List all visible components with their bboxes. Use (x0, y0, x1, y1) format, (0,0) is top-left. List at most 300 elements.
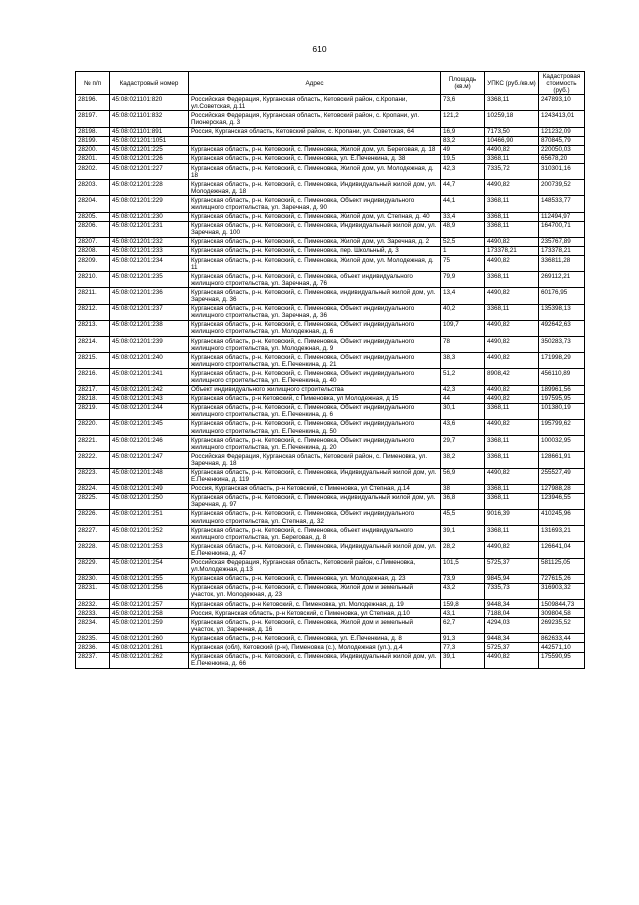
area-cell: 38,2 (441, 452, 485, 468)
address-cell: Курганская область, р-н. Кетовский, с. Пименовка, ул. Е.Печенкина, д. 38 (189, 154, 441, 163)
upks-cell: 3368,11 (485, 452, 539, 468)
address-cell: Курганская область, р-н. Кетовский, с. Пименовка, ул. Молодежная, д. 23 (189, 574, 441, 583)
upks-cell: 4490,82 (485, 180, 539, 196)
area-cell: 73,6 (441, 95, 485, 111)
table-header-row (76, 72, 585, 95)
table-row (76, 419, 585, 435)
area-cell: 13,4 (441, 288, 485, 304)
table-row (76, 95, 585, 111)
upks-cell: 3368,11 (485, 484, 539, 493)
upks-cell: 9448,34 (485, 600, 539, 609)
cadastral-number-cell: 45:08:021201:238 (110, 320, 189, 336)
address-cell: Курганская область, р-н. Кетовский, с. Пименовка, Жилой дом и земельный участок, ул. Заречная, д. 16 (189, 618, 441, 634)
cadastral-number-cell: 45:08:021101:891 (110, 127, 189, 136)
row-number-cell: 28217. (76, 385, 110, 394)
row-number-cell: 28224. (76, 484, 110, 493)
upks-cell: 3368,11 (485, 212, 539, 221)
table-row (76, 634, 585, 643)
upks-cell: 9448,34 (485, 634, 539, 643)
row-number-cell: 28215. (76, 353, 110, 369)
cadastral-value-cell: 309804,58 (539, 609, 585, 618)
page-number: 610 (312, 44, 327, 54)
address-cell: Россия, Курганская область, р-н Кетовский, с Пименовка, ул Степная, д.14 (189, 484, 441, 493)
row-number-cell: 28196. (76, 95, 110, 111)
cadastral-number-cell: 45:08:021201:243 (110, 394, 189, 403)
cadastral-number-cell: 45:08:021201:228 (110, 180, 189, 196)
area-cell: 28,2 (441, 542, 485, 558)
row-number-cell: 28237. (76, 652, 110, 668)
area-cell: 78 (441, 337, 485, 353)
area-cell: 83,2 (441, 136, 485, 145)
table-row (76, 583, 585, 599)
upks-cell: 3368,11 (485, 196, 539, 212)
area-cell: 121,2 (441, 111, 485, 127)
cadastral-number-cell: 45:08:021201:233 (110, 246, 189, 255)
table-row (76, 256, 585, 272)
area-cell: 75 (441, 256, 485, 272)
upks-cell: 4490,82 (485, 419, 539, 435)
row-number-cell: 28206. (76, 221, 110, 237)
row-number-cell: 28232. (76, 600, 110, 609)
row-number-cell: 28203. (76, 180, 110, 196)
row-number-cell: 28221. (76, 436, 110, 452)
cadastral-number-cell: 45:08:021201:255 (110, 574, 189, 583)
area-cell: 19,5 (441, 154, 485, 163)
cadastral-value-cell: 127988,28 (539, 484, 585, 493)
row-number-cell: 28226. (76, 509, 110, 525)
cadastral-value-cell: 456110,89 (539, 369, 585, 385)
table-row (76, 574, 585, 583)
cadastral-number-cell: 45:08:021101:832 (110, 111, 189, 127)
table-row (76, 221, 585, 237)
upks-cell: 4490,82 (485, 542, 539, 558)
row-number-cell: 28211. (76, 288, 110, 304)
table-row (76, 468, 585, 484)
upks-cell: 3368,11 (485, 272, 539, 288)
address-cell: Курганская область, р-н. Кетовский, с. Пименовка, Объект индивидуального жилищного строительства, ул. Е.Печенкина, д. 21 (189, 353, 441, 369)
row-number-cell: 28223. (76, 468, 110, 484)
upks-cell: 4490,82 (485, 237, 539, 246)
cadastral-number-cell: 45:08:021201:252 (110, 526, 189, 542)
upks-cell: 3368,11 (485, 221, 539, 237)
cadastral-value-cell: 410245,96 (539, 509, 585, 525)
cadastral-number-cell: 45:08:021201:237 (110, 304, 189, 320)
table-row (76, 237, 585, 246)
table-row (76, 320, 585, 336)
upks-cell: 9016,39 (485, 509, 539, 525)
cadastral-value-cell: 220050,03 (539, 145, 585, 154)
area-cell: 44 (441, 394, 485, 403)
area-cell: 30,1 (441, 403, 485, 419)
area-cell: 51,2 (441, 369, 485, 385)
upks-cell: 4294,03 (485, 618, 539, 634)
area-cell: 101,5 (441, 558, 485, 574)
cadastral-number-cell: 45:08:021201:247 (110, 452, 189, 468)
upks-cell: 4490,82 (485, 468, 539, 484)
cadastral-number-cell: 45:08:021201:257 (110, 600, 189, 609)
upks-cell: 3368,11 (485, 403, 539, 419)
address-cell: Курганская область, р-н. Кетовский, с. Пименовка, Индивидуальный жилой дом, ул. Заречная, д. 100 (189, 221, 441, 237)
address-cell: Курганская область, р-н. Кетовский, с. Пименовка, Объект индивидуального жилищного строительства, ул. Заречная, д. 36 (189, 304, 441, 320)
row-number-cell: 28230. (76, 574, 110, 583)
cadastral-value-cell: 121232,09 (539, 127, 585, 136)
address-cell: Курганская область, р-н. Кетовский, с. Пименовка, Жилой дом, ул. Заречная, д. 2 (189, 237, 441, 246)
row-number-cell: 28201. (76, 154, 110, 163)
address-cell: Курганская область, р-н. Кетовский, с. Пименовка, Жилой дом и земельный участок, ул. Молодежная, д. 23 (189, 583, 441, 599)
table-row (76, 272, 585, 288)
cadastral-number-cell: 45:08:021201:232 (110, 237, 189, 246)
upks-cell: 7188,04 (485, 609, 539, 618)
area-cell: 44,1 (441, 196, 485, 212)
address-cell: Курганская область, р-н. Кетовский, с. Пименовка, Жилой дом, ул. Молодежная, д. 11 (189, 256, 441, 272)
area-cell: 49 (441, 145, 485, 154)
address-cell: Российская Федерация, Курганская область, Кетовский район, с. Пименовка, ул. Заречная, д. 18 (189, 452, 441, 468)
cadastral-value-cell: 862633,44 (539, 634, 585, 643)
table-row (76, 403, 585, 419)
table-row (76, 337, 585, 353)
cadastral-value-cell: 310301,16 (539, 164, 585, 180)
cadastral-value-cell: 128661,91 (539, 452, 585, 468)
row-number-cell: 28197. (76, 111, 110, 127)
upks-cell: 4490,82 (485, 145, 539, 154)
cadastral-number-cell: 45:08:021201:258 (110, 609, 189, 618)
row-number-cell: 28220. (76, 419, 110, 435)
row-number-cell: 28209. (76, 256, 110, 272)
cadastral-number-cell: 45:08:021201:254 (110, 558, 189, 574)
row-number-cell: 28202. (76, 164, 110, 180)
cadastral-value-cell: 60176,95 (539, 288, 585, 304)
address-cell: Курганская область, р-н. Кетовский, с. Пименовка, Объект индивидуального жилищного строительства, ул. Е.Печенкина, д. 20 (189, 436, 441, 452)
cadastral-table (75, 71, 585, 669)
cadastral-number-cell: 45:08:021201:261 (110, 643, 189, 652)
cadastral-value-cell: 195799,62 (539, 419, 585, 435)
upks-cell: 4490,82 (485, 337, 539, 353)
area-cell: 77,3 (441, 643, 485, 652)
area-cell: 29,7 (441, 436, 485, 452)
cadastral-value-cell: 1509844,73 (539, 600, 585, 609)
cadastral-value-cell: 870845,79 (539, 136, 585, 145)
address-cell: Курганская область, р-н. Кетовский, с. Пименовка, Объект индивидуального жилищного строительства, ул. Степная, д. 32 (189, 509, 441, 525)
cadastral-value-cell: 350283,73 (539, 337, 585, 353)
row-number-cell: 28222. (76, 452, 110, 468)
area-cell: 33,4 (441, 212, 485, 221)
row-number-cell: 28204. (76, 196, 110, 212)
cadastral-number-cell: 45:08:021201:226 (110, 154, 189, 163)
cadastral-number-cell: 45:08:021101:820 (110, 95, 189, 111)
table-row (76, 618, 585, 634)
upks-cell: 3368,11 (485, 493, 539, 509)
row-number-cell: 28234. (76, 618, 110, 634)
area-cell: 16,9 (441, 127, 485, 136)
cadastral-number-cell: 45:08:021201:236 (110, 288, 189, 304)
header-value: Кадастровая стоимость (руб.) (539, 72, 585, 95)
row-number-cell: 28219. (76, 403, 110, 419)
cadastral-value-cell: 65678,20 (539, 154, 585, 163)
area-cell: 42,3 (441, 164, 485, 180)
address-cell: Курганская область, р-н. Кетовский, с. Пименовка, пер. Школьный, д. 3 (189, 246, 441, 255)
address-cell: Курганская область, р-н Кетовский, с Пименовка, ул Молодежная, д 15 (189, 394, 441, 403)
address-cell: Курганская область, р-н. Кетовский, с. Пименовка, Объект индивидуального жилищного строительства, ул. Молодежная, д. 9 (189, 337, 441, 353)
row-number-cell: 28228. (76, 542, 110, 558)
table-row (76, 394, 585, 403)
cadastral-number-cell: 45:08:021201:230 (110, 212, 189, 221)
table-row (76, 436, 585, 452)
table-row (76, 288, 585, 304)
area-cell: 1 (441, 246, 485, 255)
cadastral-value-cell: 269235,52 (539, 618, 585, 634)
upks-cell: 3368,11 (485, 154, 539, 163)
row-number-cell: 28212. (76, 304, 110, 320)
header-num: № п/п (76, 72, 110, 95)
upks-cell: 3368,11 (485, 304, 539, 320)
address-cell: Курганская область, р-н. Кетовский, с. Пименовка, Жилой дом, ул. Молодежная, д. 18 (189, 164, 441, 180)
upks-cell: 3368,11 (485, 436, 539, 452)
upks-cell: 4490,82 (485, 256, 539, 272)
cadastral-value-cell: 131693,21 (539, 526, 585, 542)
cadastral-value-cell: 148533,77 (539, 196, 585, 212)
cadastral-number-cell: 45:08:021201:259 (110, 618, 189, 634)
upks-cell: 4490,82 (485, 394, 539, 403)
cadastral-value-cell: 255527,49 (539, 468, 585, 484)
cadastral-value-cell: 235767,89 (539, 237, 585, 246)
cadastral-number-cell: 45:08:021201:248 (110, 468, 189, 484)
table-row (76, 164, 585, 180)
table-row (76, 509, 585, 525)
address-cell: Российская Федерация, Курганская область, Кетовский район, с. Кропани, ул. Пионерская, д. 3 (189, 111, 441, 127)
row-number-cell: 28229. (76, 558, 110, 574)
area-cell: 39,1 (441, 526, 485, 542)
address-cell: Курганская область, р-н. Кетовский, с. Пименовка, Объект индивидуального жилищного строительства, ул. Молодежная, д. 6 (189, 320, 441, 336)
header-cadastral: Кадастровый номер (110, 72, 189, 95)
area-cell: 43,1 (441, 609, 485, 618)
table-row (76, 652, 585, 668)
table-row (76, 304, 585, 320)
area-cell: 36,8 (441, 493, 485, 509)
area-cell: 38 (441, 484, 485, 493)
address-cell: Курганская область, р-н. Кетовский, с. Пименовка, Объект индивидуального жилищного строительства, ул. Е.Печенкина, д. 40 (189, 369, 441, 385)
table-row (76, 353, 585, 369)
area-cell: 39,1 (441, 652, 485, 668)
cadastral-number-cell: 45:08:021201:229 (110, 196, 189, 212)
row-number-cell: 28216. (76, 369, 110, 385)
upks-cell: 8908,42 (485, 369, 539, 385)
address-cell: Курганская область, р-н. Кетовский, с. Пименовка, Индивидуальный жилой дом, ул. Е.Печенкина, д. 119 (189, 468, 441, 484)
cadastral-number-cell: 45:08:021201:249 (110, 484, 189, 493)
table-row (76, 609, 585, 618)
cadastral-number-cell: 45:08:021201:244 (110, 403, 189, 419)
upks-cell: 4490,82 (485, 652, 539, 668)
area-cell: 52,5 (441, 237, 485, 246)
cadastral-number-cell: 45:08:021201:239 (110, 337, 189, 353)
cadastral-value-cell: 175590,95 (539, 652, 585, 668)
row-number-cell: 28236. (76, 643, 110, 652)
address-cell: Курганская область, р-н. Кетовский, с. Пименовка, Объект индивидуального жилищного строительства, ул. Е.Печенкина, д. 6 (189, 403, 441, 419)
row-number-cell: 28235. (76, 634, 110, 643)
table-row (76, 526, 585, 542)
header-address: Адрес (189, 72, 441, 95)
cadastral-number-cell: 45:08:021201:227 (110, 164, 189, 180)
area-cell: 42,3 (441, 385, 485, 394)
cadastral-value-cell: 581125,05 (539, 558, 585, 574)
cadastral-number-cell: 45:08:021201:245 (110, 419, 189, 435)
cadastral-value-cell: 173378,21 (539, 246, 585, 255)
area-cell: 40,2 (441, 304, 485, 320)
cadastral-number-cell: 45:08:021201:242 (110, 385, 189, 394)
table-row (76, 493, 585, 509)
table-row (76, 145, 585, 154)
upks-cell: 5725,37 (485, 643, 539, 652)
cadastral-value-cell: 100032,95 (539, 436, 585, 452)
table-row (76, 558, 585, 574)
cadastral-value-cell: 247893,10 (539, 95, 585, 111)
address-cell: Курганская область, р-н. Кетовский, с. Пименовка, Объект индивидуального жилищного строительства, ул. Е.Печенкина, д. 50 (189, 419, 441, 435)
upks-cell: 173378,21 (485, 246, 539, 255)
address-cell: Курганская область, р-н. Кетовский, с. Пименовка, объект индивидуального жилищного строительства, ул. Береговая, д. 8 (189, 526, 441, 542)
table-row (76, 385, 585, 394)
area-cell: 109,7 (441, 320, 485, 336)
area-cell: 44,7 (441, 180, 485, 196)
row-number-cell: 28205. (76, 212, 110, 221)
cadastral-number-cell: 45:08:021201:246 (110, 436, 189, 452)
address-cell: Курганская область, р-н. Кетовский, с. Пименовка, Жилой дом, ул. Степная, д. 40 (189, 212, 441, 221)
area-cell: 159,8 (441, 600, 485, 609)
upks-cell: 10466,90 (485, 136, 539, 145)
row-number-cell: 28214. (76, 337, 110, 353)
cadastral-number-cell: 45:08:021201:241 (110, 369, 189, 385)
table-row (76, 136, 585, 145)
cadastral-number-cell: 45:08:021201:235 (110, 272, 189, 288)
area-cell: 48,9 (441, 221, 485, 237)
address-cell: Российская Федерация, Курганская область, Кетовский район, с.Кропани, ул.Советская, д.11 (189, 95, 441, 111)
address-cell: Курганская область, р-н. Кетовский, с. Пименовка, индивидуальный жилой дом, ул. Заречная, д. 36 (189, 288, 441, 304)
cadastral-value-cell: 126641,04 (539, 542, 585, 558)
address-cell: Россия, Курганская область, р-н Кетовский, с Пименовка, ул Степная, д.10 (189, 609, 441, 618)
cadastral-value-cell: 101380,19 (539, 403, 585, 419)
row-number-cell: 28225. (76, 493, 110, 509)
address-cell (189, 136, 441, 145)
table-row (76, 369, 585, 385)
cadastral-number-cell: 45:08:021201:256 (110, 583, 189, 599)
table-row (76, 452, 585, 468)
address-cell: Курганская область, р-н. Кетовский, с. Пименовка, ул. Е.Печенкина, д. 8 (189, 634, 441, 643)
table-row (76, 542, 585, 558)
cadastral-value-cell: 269112,21 (539, 272, 585, 288)
row-number-cell: 28208. (76, 246, 110, 255)
address-cell: Российская Федерация, Курганская область, Кетовский район, с.Пименовка, ул.Молодежная, д.13 (189, 558, 441, 574)
row-number-cell: 28231. (76, 583, 110, 599)
row-number-cell: 28199. (76, 136, 110, 145)
cadastral-value-cell: 1243413,01 (539, 111, 585, 127)
area-cell: 73,9 (441, 574, 485, 583)
row-number-cell: 28198. (76, 127, 110, 136)
address-cell: Курганская область, р-н Кетовский, с. Пименовка, ул. Молодежная, д. 19 (189, 600, 441, 609)
upks-cell: 7335,73 (485, 583, 539, 599)
cadastral-value-cell: 135398,13 (539, 304, 585, 320)
area-cell: 79,9 (441, 272, 485, 288)
table-row (76, 600, 585, 609)
cadastral-value-cell: 171998,29 (539, 353, 585, 369)
table-row (76, 212, 585, 221)
upks-cell: 3368,11 (485, 95, 539, 111)
table-row (76, 180, 585, 196)
address-cell: Курганская (обл), Кетовский (р-н), Пименовка (с.), Молодежная (ул.), д.4 (189, 643, 441, 652)
upks-cell: 4490,82 (485, 385, 539, 394)
address-cell: Курганская область, р-н. Кетовский, с. Пименовка, Жилой дом, ул. Береговая, д. 18 (189, 145, 441, 154)
row-number-cell: 28218. (76, 394, 110, 403)
cadastral-value-cell: 197595,95 (539, 394, 585, 403)
upks-cell: 3368,11 (485, 526, 539, 542)
row-number-cell: 28213. (76, 320, 110, 336)
cadastral-number-cell: 45:08:021201:253 (110, 542, 189, 558)
cadastral-value-cell: 316903,32 (539, 583, 585, 599)
upks-cell: 5725,37 (485, 558, 539, 574)
upks-cell: 7173,50 (485, 127, 539, 136)
cadastral-number-cell: 45:08:021201:250 (110, 493, 189, 509)
cadastral-number-cell: 45:08:021201:234 (110, 256, 189, 272)
address-cell: Курганская область, р-н. Кетовский, с. Пименовка, Индивидуальный жилой дом, ул. Е.Печенкина, д. 66 (189, 652, 441, 668)
cadastral-number-cell: 45:08:021201:240 (110, 353, 189, 369)
cadastral-value-cell: 189961,56 (539, 385, 585, 394)
table-row (76, 643, 585, 652)
address-cell: Курганская область, р-н. Кетовский, с. Пименовка, Индивидуальный жилой дом, ул. Е.Печенкина, д. 47 (189, 542, 441, 558)
row-number-cell: 28227. (76, 526, 110, 542)
area-cell: 43,2 (441, 583, 485, 599)
cadastral-number-cell: 45:08:021201:231 (110, 221, 189, 237)
cadastral-value-cell: 492642,63 (539, 320, 585, 336)
table-row (76, 246, 585, 255)
row-number-cell: 28233. (76, 609, 110, 618)
cadastral-value-cell: 164700,71 (539, 221, 585, 237)
cadastral-number-cell: 45:08:021201:225 (110, 145, 189, 154)
cadastral-number-cell: 45:08:021201:1051 (110, 136, 189, 145)
address-cell: Курганская область, р-н. Кетовский, с. Пименовка, объект индивидуального жилищного строительства, ул. Заречная, д. 76 (189, 272, 441, 288)
row-number-cell: 28200. (76, 145, 110, 154)
table-row (76, 154, 585, 163)
table-row (76, 127, 585, 136)
table-row (76, 111, 585, 127)
upks-cell: 4490,82 (485, 288, 539, 304)
area-cell: 62,7 (441, 618, 485, 634)
cadastral-value-cell: 727615,26 (539, 574, 585, 583)
header-area: Площадь (кв.м) (441, 72, 485, 95)
area-cell: 45,5 (441, 509, 485, 525)
header-upks: УПКС (руб./кв.м) (485, 72, 539, 95)
table-row (76, 484, 585, 493)
upks-cell: 10259,18 (485, 111, 539, 127)
area-cell: 91,3 (441, 634, 485, 643)
upks-cell: 4490,82 (485, 320, 539, 336)
upks-cell: 7335,72 (485, 164, 539, 180)
address-cell: Курганская область, р-н. Кетовский, с. Пименовка, Индивидуальный жилой дом, ул. Молодежная, д. 18 (189, 180, 441, 196)
cadastral-value-cell: 200739,52 (539, 180, 585, 196)
area-cell: 38,3 (441, 353, 485, 369)
upks-cell: 4490,82 (485, 353, 539, 369)
table-row (76, 196, 585, 212)
cadastral-value-cell: 123946,55 (539, 493, 585, 509)
cadastral-number-cell: 45:08:021201:260 (110, 634, 189, 643)
address-cell: Объект индивидуального жилищного строительства (189, 385, 441, 394)
address-cell: Курганская область, р-н. Кетовский, с. Пименовка, Объект индивидуального жилищного строительства, ул. Заречная, д. 90 (189, 196, 441, 212)
upks-cell: 9845,94 (485, 574, 539, 583)
area-cell: 43,6 (441, 419, 485, 435)
cadastral-value-cell: 442571,10 (539, 643, 585, 652)
area-cell: 56,9 (441, 468, 485, 484)
cadastral-value-cell: 112494,97 (539, 212, 585, 221)
row-number-cell: 28207. (76, 237, 110, 246)
cadastral-number-cell: 45:08:021201:251 (110, 509, 189, 525)
row-number-cell: 28210. (76, 272, 110, 288)
address-cell: Россия, Курганская область, Кетовский район, с. Кропани, ул. Советская, 64 (189, 127, 441, 136)
